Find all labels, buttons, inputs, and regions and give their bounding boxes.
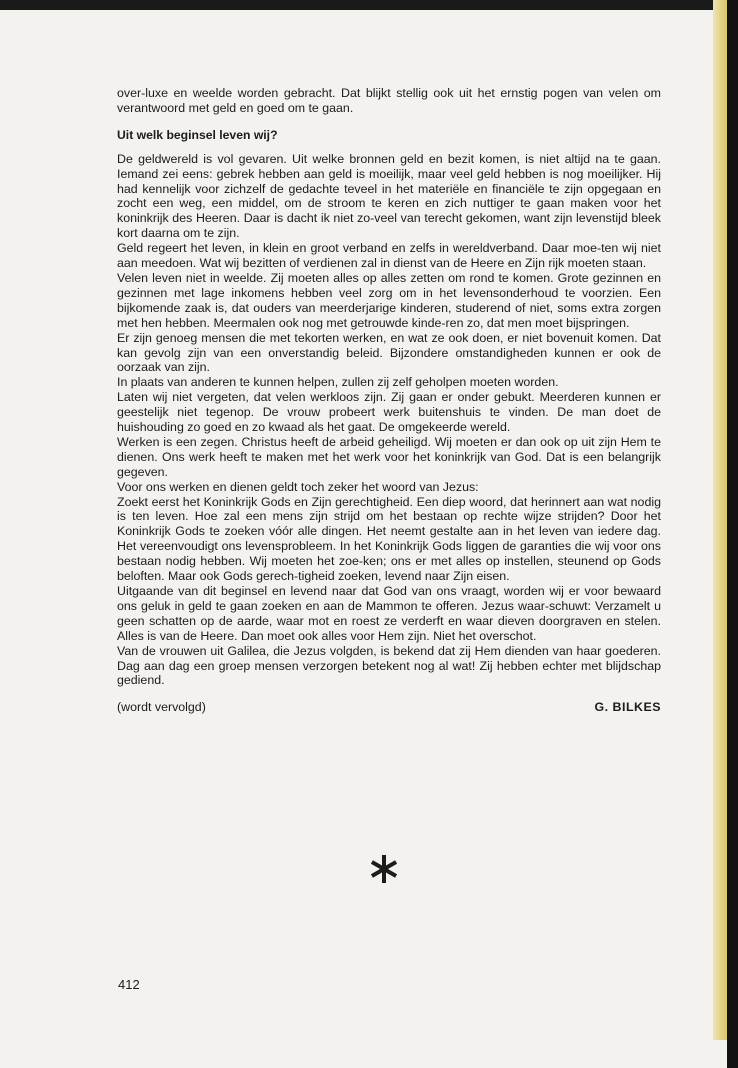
article-footer: [117, 700, 661, 715]
page-edge: [713, 0, 727, 1040]
paragraph: Zoekt eerst het Koninkrijk Gods en Zijn gerechtigheid. Een diep woord, dat herinnert aan wat nodig is ten leven. Hoe zal een mens zijn strijd om het bestaan op rechte wijze strijden? Door het Koninkrijk Gods te zoeken vóór alle dingen. Het neemt gestalte aan in het leven van iedere dag. Het vereenvoudigt ons levensprobleem. In het Koninkrijk Gods liggen de garanties die wij voor ons bestaan nodig hebben. Wij moeten het zoe-ken; ons er met alles op instellen, steunend op Gods beloften. Maar ook Gods gerech-tigheid zoeken, levend naar Zijn eisen.: [117, 494, 661, 584]
paragraph: Van de vrouwen uit Galilea, die Jezus volgden, is bekend dat zij Hem dienden van haar goederen. Dag aan dag een groep mensen verzorgen betekent nog al wat! Zij hebben echter met blijdschap gediend.: [117, 643, 661, 688]
paragraph: Werken is een zegen. Christus heeft de arbeid geheiligd. Wij moeten er dan ook op uit zijn Hem te dienen. Ons werk heeft te maken met het werk voor het koninkrijk van God. Dat is een belangrijk gegeven.: [117, 434, 661, 479]
paragraph: Geld regeert het leven, in klein en groot verband en zelfs in wereldverband. Daar moe-ten wij niet aan meedoen. Wat wij bezitten of verdienen zal in dienst van de Heere en Zijn rijk moeten staan.: [117, 241, 661, 271]
page-number: 412: [118, 977, 140, 992]
scan-border: [727, 0, 738, 1068]
section-heading: Uit welk beginsel leven wij?: [117, 127, 278, 142]
paragraph: Velen leven niet in weelde. Zij moeten alles op alles zetten om rond te komen. Grote gezinnen en gezinnen met lage inkomens hebben veel zorg om in het levensonderhoud te voorzien. Een bijkomende zaak is, dat ouders van meerderjarige kinderen, studerend of niet, soms extra zorgen met hen hebben. Meermalen ook nog met getrouwde kinde-ren zo, dat men moet bijspringen.: [117, 270, 661, 330]
paragraph: Laten wij niet vergeten, dat velen werkloos zijn. Zij gaan er onder gebukt. Meerderen kunnen er geestelijk niet tegenop. De vrouw probeert werk buitenshuis te vinden. De man doet de huishouding zo goed en zo kwaad als het gaat. De omgekeerde wereld.: [117, 390, 661, 435]
paragraph: Uitgaande van dit beginsel en levend naar dat God van ons vraagt, worden wij er voor bewaard ons geluk in geld te gaan zoeken en aan de Mammon te offeren. Jezus waar-schuwt: Verzamelt u geen schatten op de aarde, waar mot en roest ze verderft en waar dieven doorgraven en stelen. Alles is van de Heere. Dan moet ook alles voor Hem zijn. Niet het overschot.: [117, 584, 661, 643]
paragraph: De geldwereld is vol gevaren. Uit welke bronnen geld en bezit komen, is niet altijd na te gaan. Iemand zei eens: gebrek hebben aan geld is moeilijk, maar veel geld hebben is nog moeilijker. Hij had kennelijk voor zichzelf de gedachte teveel in het materiële en financiële te zijn opgegaan en zocht een weg, een middel, om de stroom te keren en zich nuttiger te gaan maken voor het koninkrijk des Heeren. Daar is dacht ik niet zo-veel van terecht gekomen, want zijn levenstijd bleek kort daarna om te zijn.: [117, 151, 661, 241]
paragraph: Er zijn genoeg mensen die met tekorten werken, en wat ze ook doen, er niet bovenuit komen. Dat kan gevolg zijn van een onverstandig beleid. Bijzondere omstandigheden kunnen er ook de oorzaak van zijn.: [117, 330, 661, 375]
paragraph: Voor ons werken en dienen geldt toch zeker het woord van Jezus:: [117, 479, 479, 494]
paragraph: In plaats van anderen te kunnen helpen, zullen zij zelf geholpen moeten worden.: [117, 375, 559, 390]
asterisk-icon: [368, 853, 400, 885]
continued-note: (wordt vervolgd): [117, 700, 206, 715]
author-name: G. BILKES: [594, 700, 661, 715]
paragraph: over-luxe en weelde worden gebracht. Dat blijkt stellig ook uit het ernstig pogen van velen om verantwoord met geld en goed om te gaan.: [117, 86, 661, 115]
article-body: [117, 86, 661, 715]
